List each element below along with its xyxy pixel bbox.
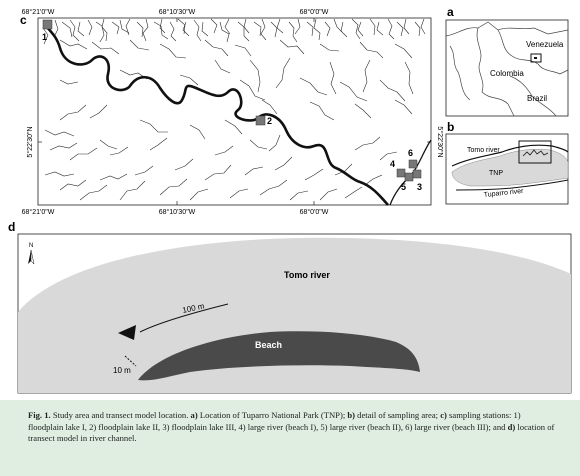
station-4-marker [397, 169, 405, 177]
venezuela-label: Venezuela [526, 40, 564, 49]
caption-s5: location of transect model in river channel. [28, 421, 555, 444]
caption-s2: Location of Tuparro National Park (TNP); [197, 410, 348, 420]
tuparro-river-label: Tuparro river [483, 187, 524, 199]
beach-label: Beach [255, 340, 283, 350]
station-6-marker [409, 160, 417, 168]
panel-c-label: c [20, 13, 27, 27]
colombia-label: Colombia [490, 69, 524, 78]
figure-caption [28, 410, 558, 445]
panel-b-tomo-river-label: Tomo river [467, 147, 500, 154]
lat-label-left: 5°22'30"N [27, 126, 34, 158]
lat-label-right: 5°22'30"N [436, 126, 443, 158]
tomo-river-main-label: Tomo river [284, 270, 330, 280]
caption-a: a) [190, 410, 198, 420]
station-2-marker [256, 116, 265, 125]
panel-d [8, 220, 571, 393]
tnp-marker [534, 57, 537, 59]
north-label: N [29, 243, 34, 249]
station-1-marker [43, 20, 52, 29]
station-5-label: 5 [401, 182, 407, 192]
lon-label-bottom-1: 68°21'0"W [21, 209, 55, 216]
station-3-marker [413, 170, 421, 178]
caption-d: d) [507, 421, 516, 432]
station-3-label: 3 [417, 182, 423, 192]
lon-label-bottom-3: 68°0'0"W [299, 209, 329, 216]
tnp-label: TNP [489, 170, 503, 177]
station-4-label: 4 [390, 159, 396, 169]
panel-b-label: b [447, 120, 455, 134]
panel-c [20, 8, 444, 216]
panel-a [446, 5, 568, 116]
caption-s4: sampling stations: 1) floodplain lake I, 2) floodplain lake II, 3) floodplain lake III, 4) large river (beach I), 5) large river (beach II), 6) large river (beach III); and [28, 410, 521, 432]
station-2-label: 2 [267, 116, 273, 126]
station-6-label: 6 [408, 148, 414, 158]
caption-s1: Study area and transect model location. [50, 410, 191, 420]
lon-label-top-3: 68°0'0"W [299, 9, 329, 16]
transect-width-label: 10 m [113, 366, 131, 375]
panel-a-frame [446, 20, 568, 116]
brazil-label: Brazil [527, 94, 548, 103]
panel-a-label: a [447, 5, 454, 19]
panel-b [446, 120, 568, 204]
lon-label-top-1: 68°21'0"W [21, 9, 55, 16]
panel-d-label: d [8, 220, 16, 234]
station-1-label: 1 [42, 32, 48, 42]
caption-b: b) [347, 410, 356, 420]
caption-s3: detail of sampling area; [355, 410, 441, 420]
lon-label-bottom-2: 68°10'30"W [158, 209, 196, 216]
caption-fig: Fig. 1. [28, 410, 51, 420]
lon-label-top-2: 68°10'30"W [158, 9, 196, 16]
caption-c: c) [440, 410, 447, 420]
transect-length-label: 100 m [181, 301, 206, 315]
station-5-marker [405, 173, 413, 181]
